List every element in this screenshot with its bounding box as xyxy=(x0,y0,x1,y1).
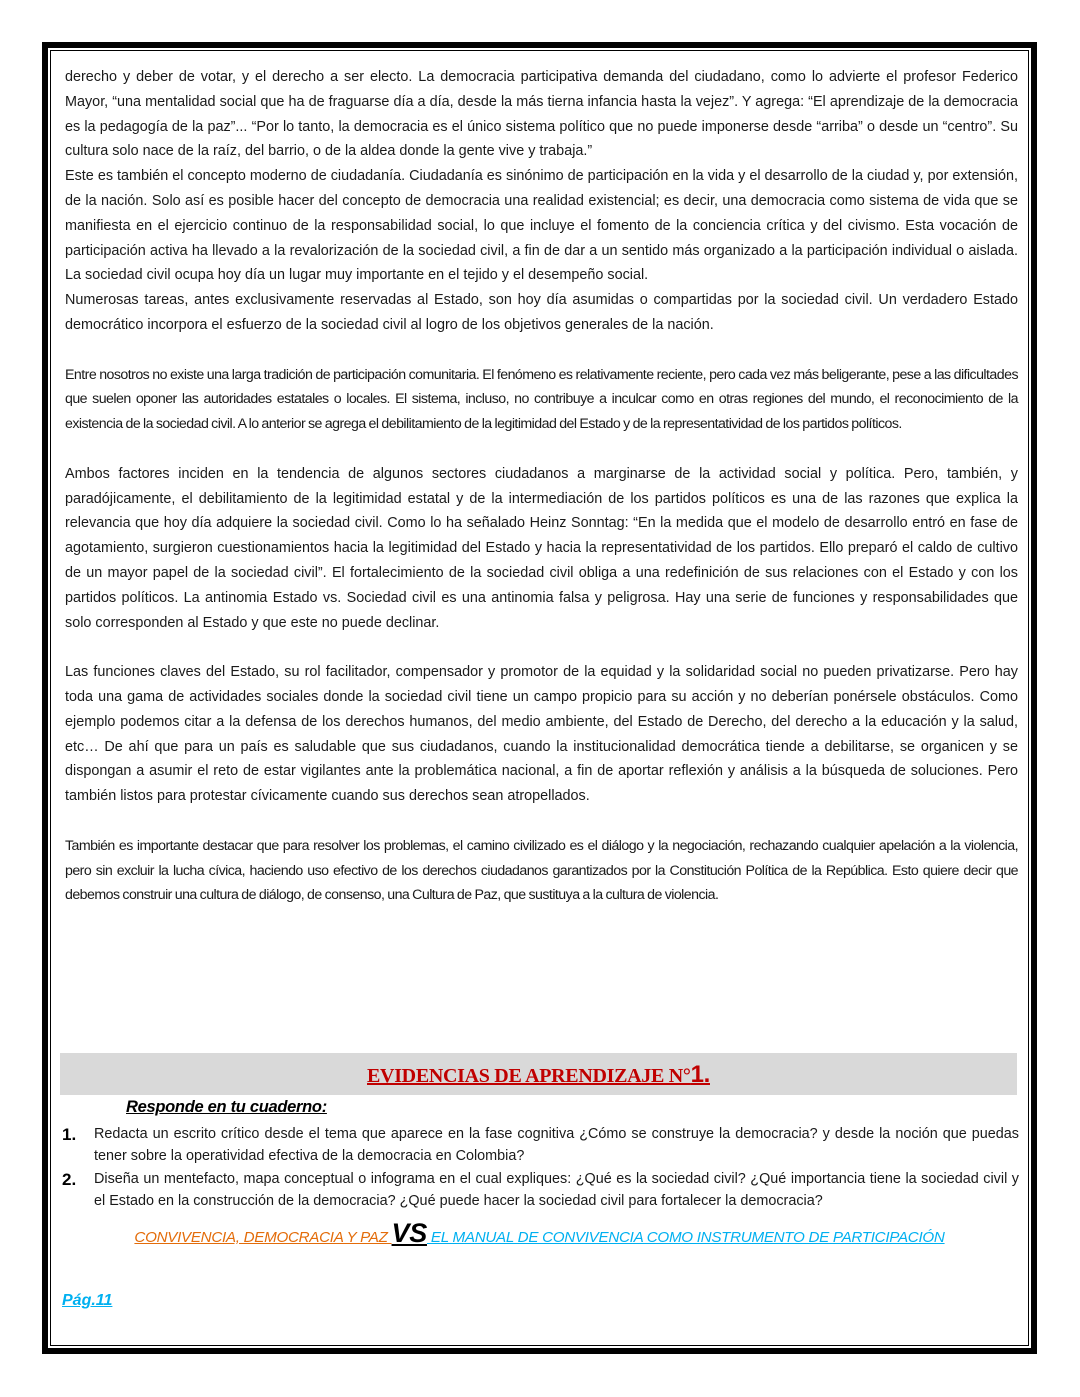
task-number: 1. xyxy=(62,1125,77,1144)
paragraph: Ambos factores inciden en la tendencia de algunos sectores ciudadanos a marginarse de la actividad social y política. Pero, también, y paradójicamente, el debilitamiento de la legitimidad estatal y de la intermediación de los partidos políticos es una de las razones que explica la relevancia que hoy día adquiere la sociedad civil. Como lo ha señalado Heinz Sonntag: “En la medida que el modelo de desarrollo entró en fase de agotamiento, surgieron cuestionamientos hacia la legitimidad del Estado y hacia la representatividad de los partidos. Ello preparó el caldo de cultivo de un mayor papel de la sociedad civil”. El fortalecimiento de la sociedad civil obliga a una redefinición de sus relaciones con el Estado y con los partidos políticos. La antinomia Estado vs. Sociedad civil es una antinomia falsa y peligrosa. Hay una serie de funciones y responsabilidades que solo corresponden al Estado y que este no puede declinar. xyxy=(65,465,1018,631)
instructions-heading: Responde en tu cuaderno: xyxy=(126,1098,327,1116)
paragraph: Numerosas tareas, antes exclusivamente reservadas al Estado, son hoy día asumidas o compartidas por la sociedad civil. Un verdadero Estado democrático incorpora el esfuerzo de la sociedad civil al logro de los objetivos generales de la nación. xyxy=(65,292,1018,333)
task-text: Diseña un mentefacto, mapa conceptual o infograma en el cual expliques: ¿Qué es la sociedad civil? ¿Qué importancia tiene la sociedad civil y el Estado en la construcción de la democracia? ¿Qué puede hacer la sociedad civil para fortalecer la democracia? xyxy=(94,1171,1019,1209)
page-border xyxy=(42,42,1037,1354)
paragraph: Entre nosotros no existe una larga tradición de participación comunitaria. El fenómeno es relativamente reciente, pero cada vez más beligerante, pese a las dificultades que suelen oponer las autoridades estatales o locales. El sistema, incluso, no contribuye a inculcar como en otras regiones del mundo, el reconocimiento de la existencia de la sociedad civil. A lo anterior se agrega el debilitamiento de la legitimidad del Estado y de la representatividad de los partidos políticos. xyxy=(65,366,1018,433)
link-convivencia-democracia-paz[interactable]: CONVIVENCIA, DEMOCRACIA Y PAZ xyxy=(134,1229,392,1246)
task-list xyxy=(62,1124,1019,1214)
paragraph: derecho y deber de votar, y el derecho a ser electo. La democracia participativa demanda del ciudadano, como lo advierte el profesor Federico Mayor, “una mentalidad social que ha de fraguarse día a día, desde la más tierna infancia hasta la vejez”. Y agrega: “El aprendizaje de la democracia es la pedagogía de la paz”... “Por lo tanto, la democracia es el único sistema político que no puede imponerse desde “arriba” o desde un “centro”. Su cultura solo nace de la raíz, del barrio, o de la aldea donde la gente vive y trabaja.” xyxy=(65,69,1018,160)
task-item xyxy=(62,1169,1019,1212)
section-title-number: 1. xyxy=(690,1061,710,1088)
paragraph: Este es también el concepto moderno de ciudadanía. Ciudadanía es sinónimo de participación en la vida y el desarrollo de la ciudad y, por extensión, de la nación. Solo así es posible hacer del concepto de democracia una realidad existencial; es decir, una democracia como sistema de vida que se manifiesta en el ejercicio continuo de la responsabilidad social, lo que incluye el fomento de la conciencia crítica y del civismo. Esta vocación de participación activa ha llevado a la revalorización de la sociedad civil, a fin de dar a un sentido más organizado a la participación individual o aislada. La sociedad civil ocupa hoy día un lugar muy importante en el tejido y el desempeño social. xyxy=(65,168,1018,284)
versus-label: VS xyxy=(391,1218,427,1248)
task-number: 2. xyxy=(62,1170,77,1189)
section-title xyxy=(367,1061,710,1089)
paragraph: Las funciones claves del Estado, su rol facilitador, compensador y promotor de la equidad y la solidaridad social no pueden privatizarse. Pero hay toda una gama de actividades sociales donde la sociedad civil tiene un campo propicio para su acción y no deberían ponérsele obstáculos. Como ejemplo podemos citar a la defensa de los derechos humanos, del medio ambiente, del Estado de Derecho, del derecho a la educación y la salud, etc… De ahí que para un país es saludable que sus ciudadanos, cuando la institucionalidad democrática tiende a debilitarse, se organicen y se dispongan a asumir el reto de estar vigilantes ante la problemática nacional, a fin de aportar reflexión y análisis a la búsqueda de soluciones. Pero también listos para protestar cívicamente cuando sus derechos sean atropellados. xyxy=(65,664,1018,805)
unit-title-links xyxy=(48,1218,1031,1249)
task-text: Redacta un escrito crítico desde el tema que aparece en la fase cognitiva ¿Cómo se construye la democracia? y desde la noción que puedas tener sobre la operatividad efectiva de la democracia en Colombia? xyxy=(94,1126,1019,1164)
task-item xyxy=(62,1124,1019,1167)
link-manual-convivencia[interactable]: EL MANUAL DE CONVIVENCIA COMO INSTRUMENTO DE PARTICIPACIÓN xyxy=(426,1229,945,1246)
section-banner xyxy=(60,1053,1017,1095)
section-title-text: EVIDENCIAS DE APRENDIZAJE N° xyxy=(367,1065,691,1087)
paragraph: También es importante destacar que para resolver los problemas, el camino civilizado es el diálogo y la negociación, rechazando cualquier apelación a la violencia, pero sin excluir la lucha cívica, haciendo uso efectivo de los derechos ciudadanos garantizados por la Constitución Política de la República. Esto quiere decir que debemos construir una cultura de diálogo, de consenso, una Cultura de Paz, que sustituya a la cultura de violencia. xyxy=(65,837,1018,904)
page-number-link[interactable]: Pág.11 xyxy=(62,1292,113,1309)
body-text xyxy=(65,65,1018,908)
